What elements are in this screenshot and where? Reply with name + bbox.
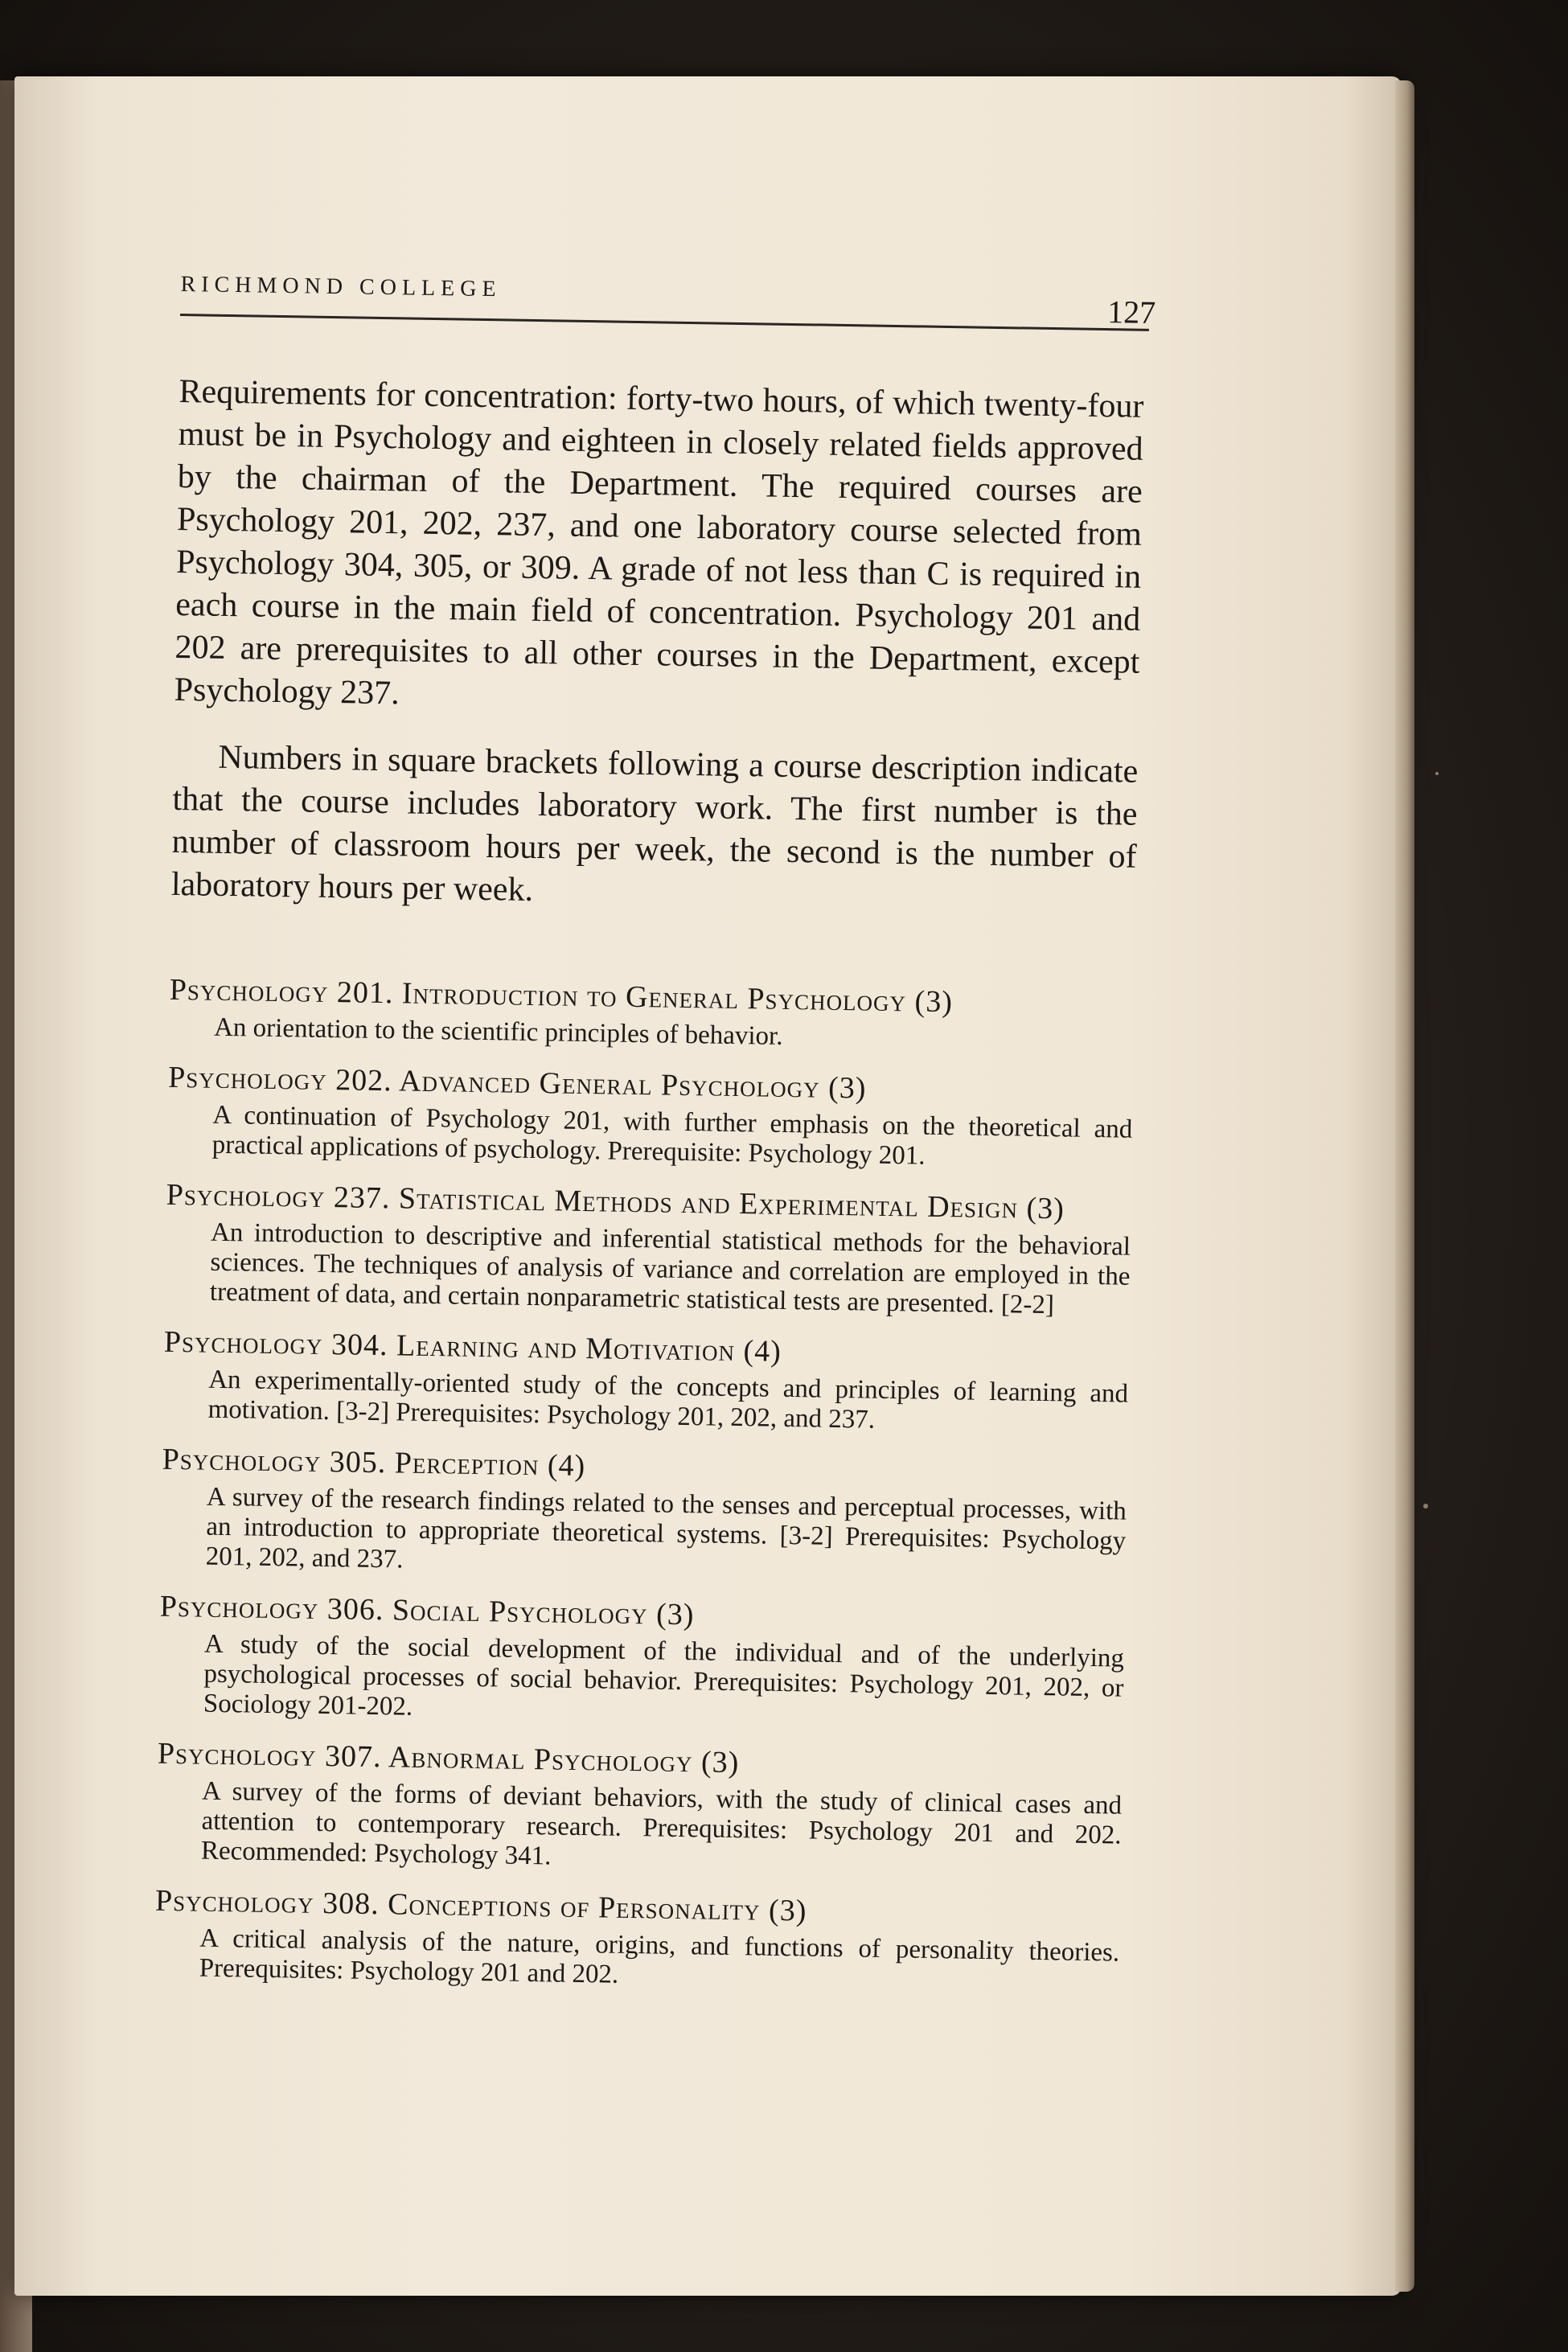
course-credits: (3) — [700, 1745, 740, 1780]
course-code: Psychology 307. — [157, 1736, 382, 1775]
course-credits: (3) — [768, 1893, 807, 1928]
course-name: Conceptions of Personality — [387, 1887, 761, 1927]
course-credits: (3) — [655, 1597, 695, 1632]
paper-speck — [1423, 1504, 1428, 1508]
course-description: A survey of the research findings related to the senses and perceptual processes, with an introduction to appropriate theoretical systems. [3-2] Prerequisites: Psychology 201, 202, and 237. — [205, 1482, 1127, 1574]
course-entry — [162, 1323, 1129, 1439]
course-name: Statistical Methods and Experimental Design — [398, 1181, 1019, 1225]
page-content — [154, 265, 1156, 2014]
course-code: Psychology 202. — [167, 1060, 393, 1098]
course-name: Introduction to General Psychology — [401, 976, 907, 1019]
course-code: Psychology 201. — [169, 972, 394, 1011]
brackets-note-paragraph: Numbers in square brackets following a course description indicate that the course includes laboratory work. The first number is the number of classroom hours per week, the second is the number of laboratory hours per week. — [170, 738, 1139, 909]
requirements-paragraph: Requirements for concentration: forty-two hours, of which twenty-four must be in Psychology and eighteen in closely related fields approved by the chairman of the Department. The required courses are Psychology 201, 202, 237, and one laboratory course selected from Psychology 304, 305, or 309. A grade of not less than C is required in each course in the main field of concentration. Psychology 201 and 202 are prerequisites to all other courses in the Department, except Psychology 237. — [174, 372, 1144, 712]
course-entry — [156, 1734, 1123, 1881]
course-name: Learning and Motivation — [396, 1328, 736, 1368]
paper-speck — [1435, 772, 1439, 775]
course-name: Advanced General Psychology — [398, 1064, 820, 1105]
page-fore-edge — [1395, 80, 1414, 2292]
course-description: An introduction to descriptive and inferential statistical methods for the behavioral sciences. The techniques of analysis of variance and correlation are employed in the treatment of data, and certain nonparametric statistical tests are presented. [2-2] — [209, 1217, 1131, 1320]
page-number: 127 — [1106, 293, 1156, 331]
running-head-title: RICHMOND COLLEGE — [180, 271, 502, 302]
course-entry — [154, 1882, 1120, 1998]
course-credits: (4) — [547, 1448, 586, 1484]
course-credits: (4) — [743, 1334, 782, 1369]
course-code: Psychology 304. — [163, 1324, 388, 1363]
course-entry — [165, 1176, 1131, 1322]
course-entry — [158, 1587, 1125, 1734]
course-credits: (3) — [827, 1070, 867, 1106]
course-code: Psychology 306. — [159, 1589, 384, 1628]
course-credits: (3) — [1026, 1191, 1065, 1226]
course-description: A continuation of Psychology 201, with further emphasis on the theoretical and practical applications of psychology. Prerequisite: Psychology 201. — [211, 1100, 1133, 1171]
course-description: A critical analysis of the nature, origins, and functions of personality theories. Prerequisites: Psychology 201 and 202. — [199, 1923, 1120, 1989]
course-entry — [160, 1440, 1127, 1586]
course-name: Social Psychology — [392, 1593, 648, 1632]
course-code: Psychology 305. — [162, 1442, 387, 1480]
course-description: An experimentally-oriented study of the concepts and principles of learning and motivation. [3-2] Prerequisites: Psychology 201, 202, and 237. — [207, 1365, 1129, 1435]
course-description: A study of the social development of the individual and of the underlying psychological processes of social behavior. Prerequisites: Psychology 201, 202, or Sociology 201-202. — [203, 1629, 1125, 1722]
course-description: An orientation to the scientific principles of behavior. — [213, 1012, 783, 1051]
course-list — [154, 971, 1135, 1998]
course-name: Abnormal Psychology — [388, 1740, 693, 1779]
intro-section — [170, 371, 1143, 922]
course-credits: (3) — [914, 984, 954, 1020]
course-entry — [167, 1058, 1134, 1175]
course-entry — [169, 971, 1135, 1057]
course-code: Psychology 308. — [154, 1883, 380, 1922]
course-code: Psychology 237. — [166, 1177, 391, 1216]
course-name: Perception — [394, 1446, 540, 1483]
course-description: A survey of the forms of deviant behaviors, with the study of clinical cases and attention to contemporary research. Prerequisites: Psychology 201 and 202. Recommended: Psychology 341. — [200, 1776, 1123, 1871]
